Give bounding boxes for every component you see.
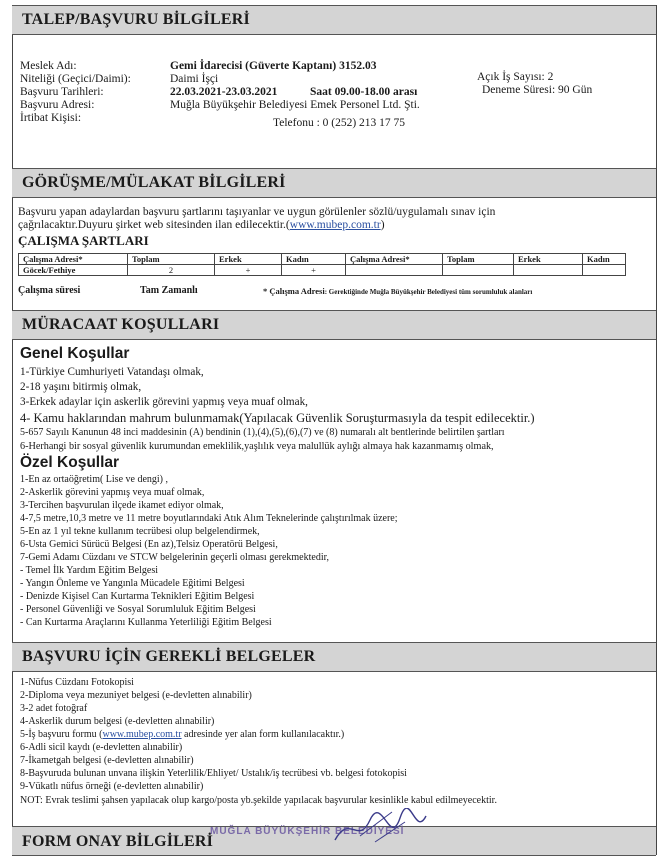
table-header: Toplam (443, 254, 514, 265)
list-item: 8-Başvuruda bulunan unvana ilişkin Yeterlilik/Ehliyet/ Ustalık/iş tecrübesi vb. belgesi fotokopisi (20, 768, 407, 779)
acik-is-sayisi: Açık İş Sayısı: 2 (477, 71, 554, 83)
table-row (19, 265, 626, 276)
mubep-link[interactable]: www.mubep.com.tr (289, 219, 381, 231)
table-cell: 2 (128, 265, 215, 276)
list-item: - Temel İlk Yardım Eğitim Belgesi (20, 565, 158, 576)
telefon-value: Telefonu : 0 (252) 213 17 75 (273, 117, 406, 129)
list-item: 1-Nüfus Cüzdanı Fotokopisi (20, 677, 134, 688)
section-title: TALEP/BAŞVURU BİLGİLERİ (22, 11, 250, 28)
adres-value: Muğla Büyükşehir Belediyesi Emek Personel Ltd. Şti. (170, 99, 420, 111)
note-star: * Çalışma Adresi (263, 286, 325, 296)
section-header-talep (12, 5, 656, 35)
table-header: Kadın (282, 254, 346, 265)
list-item: 9-Vükatlı nüfus örneği (e-devletten alınabilir) (20, 781, 204, 792)
nitelik-value: Daimi İşçi (170, 73, 219, 85)
list-item: 6-Usta Gemici Sürücü Belgesi (En az),Telsiz Operatörü Belgesi, (20, 539, 278, 550)
calisma-suresi-label: Çalışma süresi (18, 285, 81, 296)
list-item: 6-Adli sicil kaydı (e-devletten alınabilir) (20, 742, 183, 753)
gorusme-line1: Başvuru yapan adaylardan başvuru şartlarını taşıyanlar ve uygun görülenler sözlü/uygulamalı sınav için (18, 206, 496, 218)
list-item: 2-18 yaşını bitirmiş olmak, (20, 381, 142, 393)
calisma-sartlari-title: ÇALIŞMA ŞARTLARI (18, 233, 149, 248)
table-header: Çalışma Adresi* (19, 254, 128, 265)
ozel-kosullar-title: Özel Koşullar (20, 454, 120, 471)
item5-text: 5-İş başvuru formu ( (20, 729, 103, 740)
note-rest: : Gerektiğinde Muğla Büyükşehir Belediyesi tüm sorumluluk alanları (324, 288, 533, 296)
table-header: Erkek (514, 254, 583, 265)
tarih-value: 22.03.2021-23.03.2021 (170, 86, 278, 98)
list-item: - Yangın Önleme ve Yangınla Mücadele Eğitimi Belgesi (20, 578, 245, 589)
table-cell: + (282, 265, 346, 276)
list-item: 4- Kamu haklarından mahrum bulunmamak(Yapılacak Güvenlik Soruşturmasıyla da tespit edilecektir.) (20, 411, 535, 425)
calisma-table (18, 253, 626, 276)
list-item: 7-İkametgah belgesi (e-devletten alınabilir) (20, 755, 194, 766)
label-adres: Başvuru Adresi: (20, 99, 95, 111)
table-cell: Göcek/Fethiye (19, 265, 128, 276)
list-item (20, 729, 344, 740)
table-header: Kadın (583, 254, 626, 265)
genel-kosullar-title: Genel Koşullar (20, 345, 130, 362)
section-title: BAŞVURU İÇİN GEREKLİ BELGELER (22, 648, 316, 665)
field-labels (20, 60, 131, 125)
list-item: 4-7,5 metre,10,3 metre ve 11 metre boyutlarındaki Atık Alım Teknelerinde çalıştırılmak üzere; (20, 513, 398, 524)
list-item: 1-En az ortaöğretim( Lise ve dengi) , (20, 474, 168, 485)
stamp-text: MUĞLA BÜYÜKŞEHİR BELEDİYESİ (210, 826, 405, 837)
list-item: 4-Askerlik durum belgesi (e-devletten alınabilir) (20, 716, 215, 727)
label-nitelik: Niteliği (Geçici/Daimi): (20, 73, 131, 85)
list-item: 6-Herhangi bir sosyal güvenlik kurumundan emeklilik,yaşlılık veya malullük aylığı almaya hak kazanmamış olmak, (20, 441, 494, 452)
list-item: - Personel Güvenliği ve Sosyal Sorumluluk Eğitim Belgesi (20, 604, 256, 615)
list-item: NOT: Evrak teslimi şahsen yapılacak olup kargo/posta yb.şekilde yapılacak başvurular kesinlikle kabul edilmeyecektir. (20, 795, 497, 806)
list-item: 3-2 adet fotoğraf (20, 703, 88, 714)
signature-image (330, 808, 430, 848)
table-header: Erkek (215, 254, 282, 265)
deneme-suresi: Deneme Süresi: 90 Gün (482, 84, 593, 96)
section-title: MÜRACAAT KOŞULLARI (22, 316, 220, 333)
item5-rest: adresinde yer alan form kullanılacaktır.) (181, 729, 345, 740)
list-item: 3-Erkek adaylar için askerlik görevini yapmış veya muaf olmak, (20, 396, 308, 408)
table-cell: + (215, 265, 282, 276)
table-cell (514, 265, 583, 276)
list-item: 2-Diploma veya mezuniyet belgesi (e-devletten alınabilir) (20, 690, 252, 701)
section-title: FORM ONAY BİLGİLERİ (22, 833, 214, 850)
label-irtibat: İrtibat Kişisi: (20, 112, 82, 124)
label-tarih: Başvuru Tarihleri: (20, 86, 104, 98)
section-header-gorusme (12, 168, 656, 198)
table-cell (443, 265, 514, 276)
list-item: - Denizde Kişisel Can Kurtarma Teknikleri Eğitim Belgesi (20, 591, 255, 602)
mubep-form-link[interactable]: www.mubep.com.tr (102, 729, 182, 740)
gorusme-line2 (18, 219, 385, 231)
list-item: - Can Kurtarma Araçlarını Kullanma Yeterliliği Eğitim Belgesi (20, 617, 272, 628)
section-header-muracaat (12, 310, 656, 340)
meslek-value: Gemi İdarecisi (Güverte Kaptanı) 3152.03 (170, 60, 377, 72)
table-cell (583, 265, 626, 276)
saat-value: Saat 09.00-18.00 arası (310, 86, 418, 98)
list-item: 5-657 Sayılı Kanunun 48 inci maddesinin (A) bendinin (1),(4),(5),(6),(7) ve (8) numaralı alt bentlerinde belirtilen şartları (20, 427, 505, 438)
label-meslek: Meslek Adı: (20, 60, 77, 72)
calisma-suresi-value: Tam Zamanlı (140, 285, 198, 296)
table-cell (346, 265, 443, 276)
list-item: 5-En az 1 yıl tekne kullanım tecrübesi olup belgelendirmek, (20, 526, 260, 537)
list-item: 2-Askerlik görevini yapmış veya muaf olmak, (20, 487, 205, 498)
table-header: Toplam (128, 254, 215, 265)
table-header: Çalışma Adresi* (346, 254, 443, 265)
list-item: 1-Türkiye Cumhuriyeti Vatandaşı olmak, (20, 366, 204, 378)
section-title: GÖRÜŞME/MÜLAKAT BİLGİLERİ (22, 174, 286, 191)
calisma-adresi-note (263, 286, 532, 296)
table-header-row (19, 254, 626, 265)
list-item: 3-Tercihen başvurulan ilçede ikamet ediyor olmak, (20, 500, 224, 511)
gorusme-line2-end: ) (380, 219, 385, 231)
list-item: 7-Gemi Adamı Cüzdanı ve STCW belgelerinin geçerli olması gerekmektedir, (20, 552, 330, 563)
gorusme-line2-text: çağrılacaktır.Duyuru şirket web sitesinden ilan edilecektir.( (18, 219, 290, 231)
section-header-belgeler (12, 642, 656, 672)
